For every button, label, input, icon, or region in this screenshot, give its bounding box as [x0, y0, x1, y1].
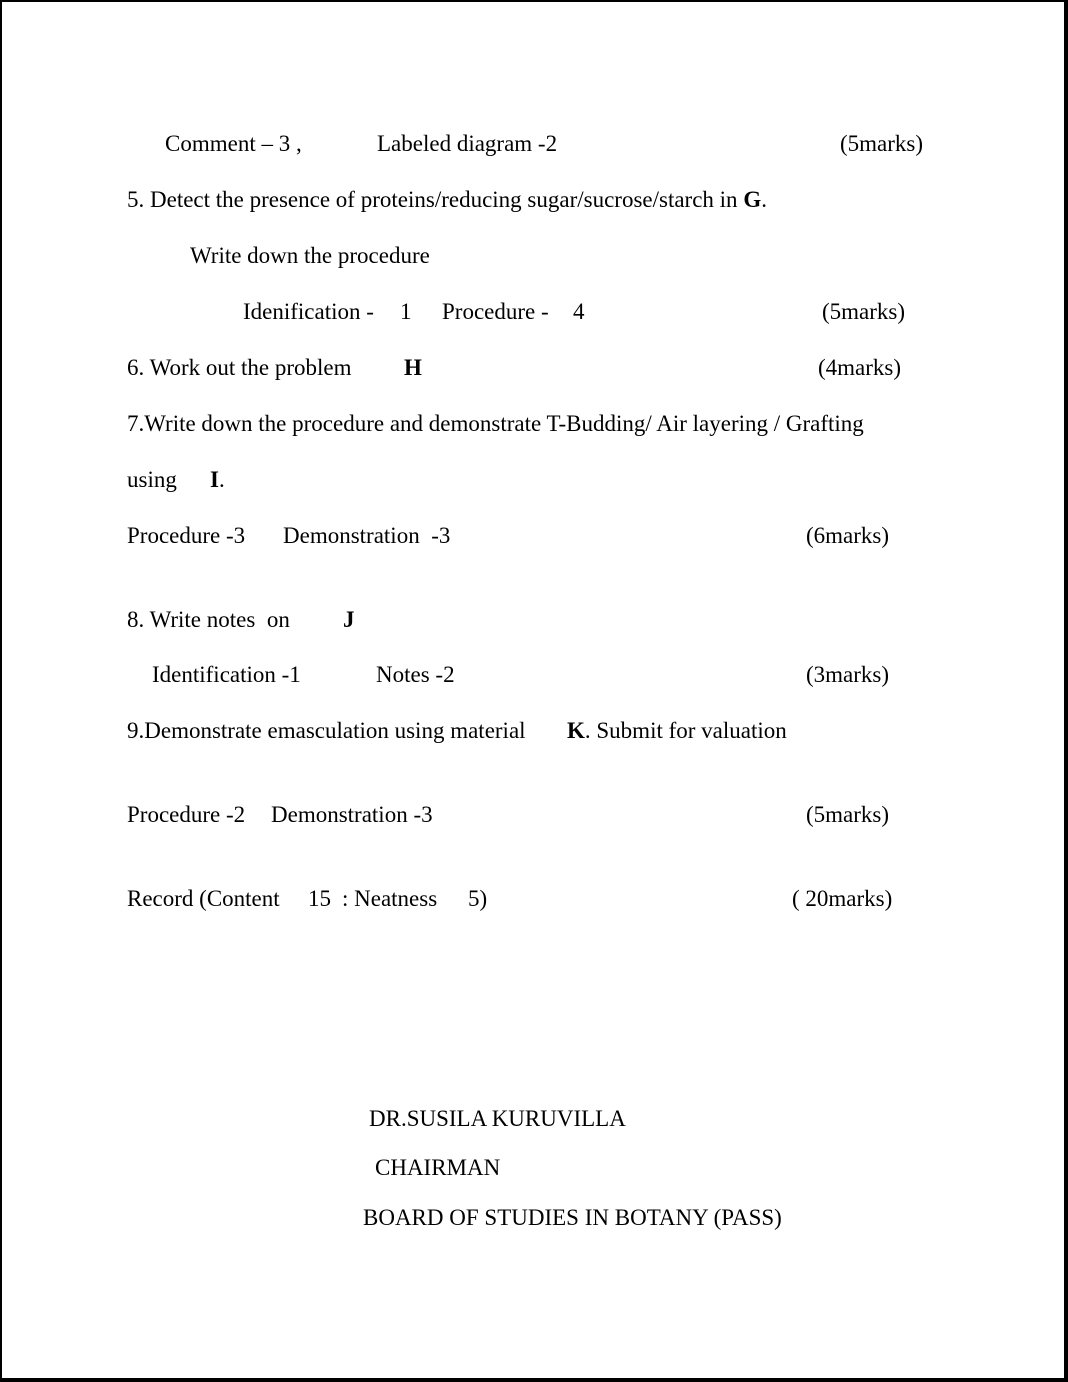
signatory-board: BOARD OF STUDIES IN BOTANY (PASS): [363, 1205, 782, 1230]
item8-notes: Notes -2: [376, 662, 455, 687]
signatory-name: DR.SUSILA KURUVILLA: [369, 1106, 626, 1131]
item7-material: I: [210, 467, 219, 492]
item5-material: G: [743, 187, 762, 212]
record-neatness-score: 5): [468, 886, 488, 911]
item5-question-text: 5. Detect the presence of proteins/reducing sugar/sucrose/starch in: [127, 187, 744, 212]
item5-procedure: Procedure -: [442, 299, 549, 324]
record-label: Record (Content: [127, 886, 280, 911]
item7-marks: (6marks): [806, 523, 890, 548]
item9-material: K: [567, 718, 585, 743]
item9-procedure: Procedure -2: [127, 802, 246, 827]
item5-procedure-score: 4: [573, 299, 585, 324]
item7-using: using: [127, 467, 177, 492]
item5-identification-score: 1: [400, 299, 412, 324]
item4-diagram: Labeled diagram -2: [377, 131, 558, 156]
item9-question-end: . Submit for valuation: [584, 718, 787, 743]
item9-material-line: [567, 719, 787, 742]
item7-material-line: [210, 468, 225, 491]
item4-comment: Comment – 3 ,: [165, 131, 302, 156]
item9-demonstration: Demonstration -3: [271, 802, 433, 827]
item9-question: 9.Demonstrate emasculation using material: [127, 718, 526, 743]
item8-marks: (3marks): [806, 662, 890, 687]
item4-marks: (5marks): [840, 131, 924, 156]
item5-question-end: .: [761, 187, 767, 212]
item7-procedure: Procedure -3: [127, 523, 246, 548]
signatory-title: CHAIRMAN: [375, 1155, 501, 1180]
item8-material: J: [343, 607, 355, 632]
item7-question: 7.Write down the procedure and demonstrate T-Budding/ Air layering / Grafting: [127, 411, 864, 436]
item5-identification: Idenification -: [243, 299, 374, 324]
item6-marks: (4marks): [818, 355, 902, 380]
item5-question: [127, 188, 767, 211]
record-separator: : Neatness: [342, 886, 438, 911]
item9-marks: (5marks): [806, 802, 890, 827]
item8-question: 8. Write notes on: [127, 607, 290, 632]
record-content-score: 15: [308, 886, 331, 911]
item7-period: .: [218, 467, 225, 492]
item6-question: 6. Work out the problem: [127, 355, 352, 380]
record-marks: ( 20marks): [792, 886, 893, 911]
item6-material: H: [404, 355, 422, 380]
item8-identification: Identification -1: [152, 662, 301, 687]
item5-marks: (5marks): [822, 299, 906, 324]
item7-demonstration: Demonstration -3: [283, 523, 451, 548]
item5-instruction: Write down the procedure: [190, 243, 430, 268]
